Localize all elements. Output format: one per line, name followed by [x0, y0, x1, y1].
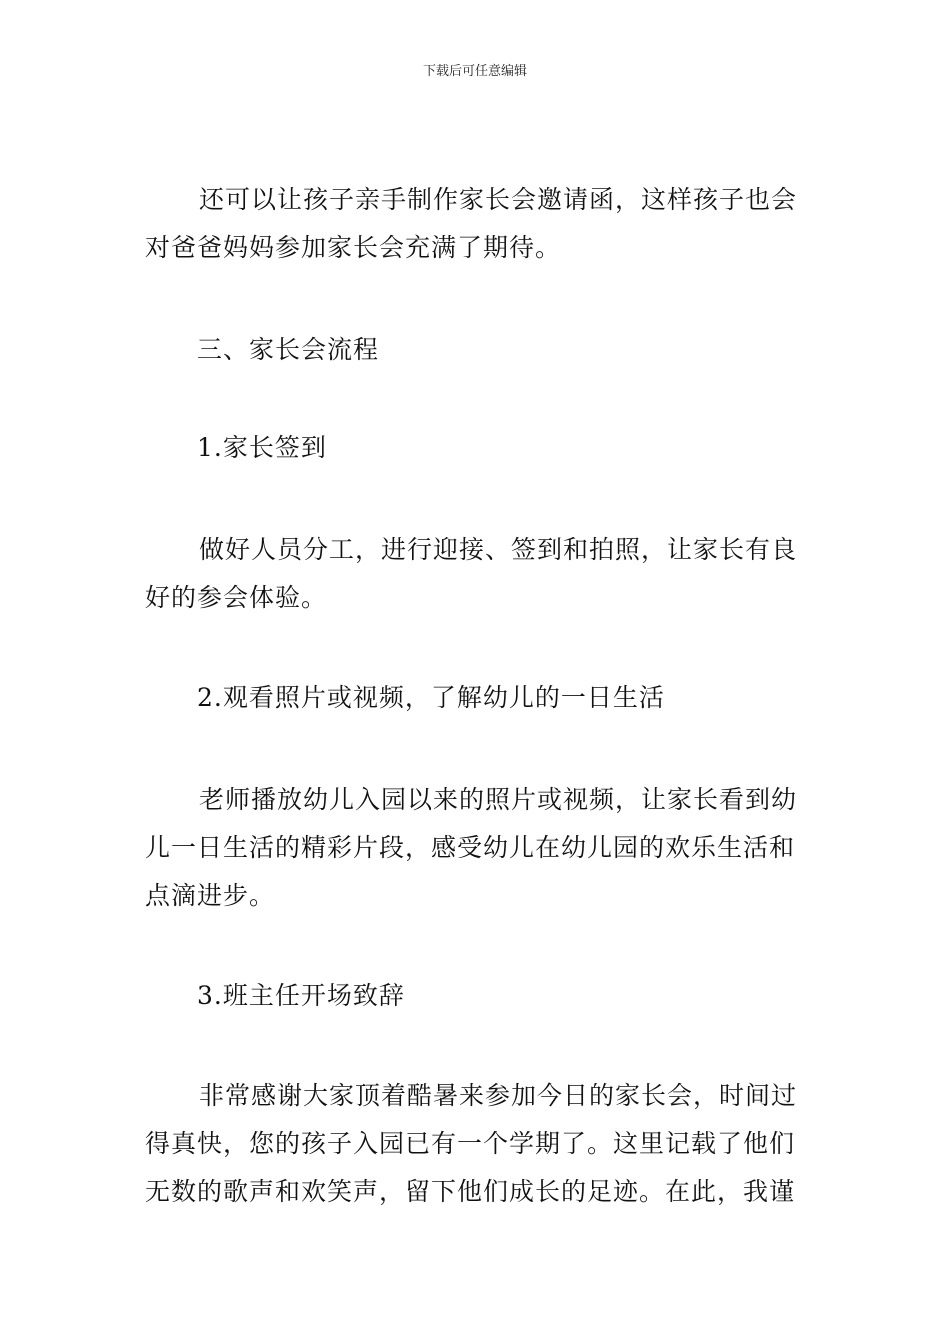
item-heading-sign-in: 1.家长签到: [197, 433, 327, 462]
item-heading-opening-speech: 3.班主任开场致辞: [197, 981, 405, 1010]
section-heading-process: 三、家长会流程: [197, 335, 380, 364]
item-heading-photos-videos: 2.观看照片或视频，了解幼儿的一日生活: [197, 683, 665, 712]
paragraph-photos-videos: 老师播放幼儿入园以来的照片或视频，让家长看到幼儿一日生活的精彩片段，感受幼儿在幼儿园的欢乐生活和点滴进步。: [145, 785, 798, 910]
paragraph-opening-speech: 非常感谢大家顶着酷暑来参加今日的家长会，时间过得真快，您的孩子入园已有一个学期了。这里记载了他们无数的歌声和欢笑声，留下他们成长的足迹。在此，我谨: [145, 1081, 798, 1206]
page-header-note: 下载后可任意编辑: [422, 64, 527, 79]
paragraph-sign-in: 做好人员分工，进行迎接、签到和拍照，让家长有良好的参会体验。: [145, 535, 798, 612]
paragraph-invitation: 还可以让孩子亲手制作家长会邀请函，这样孩子也会对爸爸妈妈参加家长会充满了期待。: [145, 185, 798, 262]
